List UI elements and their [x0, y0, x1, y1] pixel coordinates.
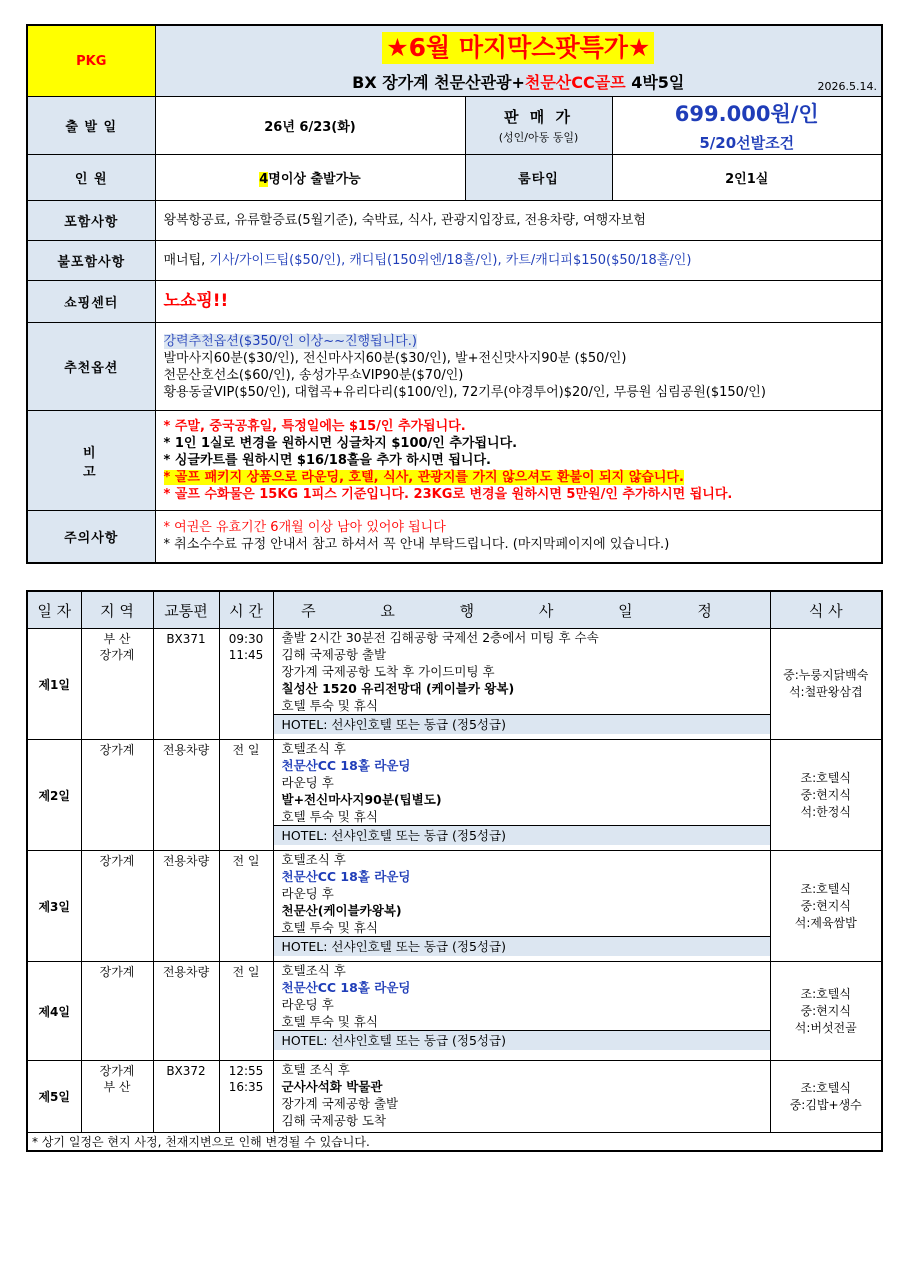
pkg-badge: PKG [27, 25, 155, 97]
region-text: 장가계 [99, 743, 135, 757]
schedule-line: 천문산CC 18홀 라운딩 [281, 869, 411, 884]
schedule-line: 라운딩 후 [281, 886, 334, 901]
package-subtitle: BX 장가계 천문산관광+천문산CC골프 4박5일 [352, 72, 685, 92]
day-meals [770, 851, 882, 962]
shopping-label: 쇼핑센터 [27, 281, 155, 323]
day-label: 제3일 [27, 851, 81, 962]
header-cell: 지 역 [81, 591, 153, 629]
title-cell [155, 25, 882, 97]
region-text: 부 산 [103, 632, 131, 646]
day-label: 제5일 [27, 1061, 81, 1133]
options-label: 추천옵션 [27, 323, 155, 411]
itinerary-day-row [27, 962, 882, 1061]
day-transport [153, 629, 219, 740]
schedule-line: 천문산CC 18홀 라운딩 [281, 980, 411, 995]
itinerary-day-row [27, 1061, 882, 1133]
hotel-line: HOTEL: 선샤인호텔 또는 동급 (정5성급) [274, 936, 770, 956]
time-text: 전 일 [232, 743, 260, 757]
schedule-line: 호텔 투숙 및 휴식 [281, 809, 378, 824]
issue-date: 2026.5.14. [817, 80, 877, 93]
hotel-line: HOTEL: 선샤인호텔 또는 동급 (정5성급) [274, 714, 770, 734]
meal-text: 조:호텔식 [800, 1080, 851, 1095]
itinerary-header-row [27, 591, 882, 629]
header-cell: 주 요 행 사 일 정 [273, 591, 770, 629]
day-transport [153, 1061, 219, 1133]
schedule-line: 발+전신마사지90분(팁별도) [281, 792, 442, 807]
schedule-line: 군사사석화 박물관 [281, 1079, 383, 1094]
options-line: 황용동굴VIP($50/인), 대협곡+유리다리($100/인), 72기루(야경투어)$20/인, 무릉원 심림공원($150/인) [163, 384, 766, 400]
meal-text: 중:현지식 [800, 898, 851, 913]
price-label: 판 매 가 (성인/아동 동일) [465, 97, 612, 155]
schedule-line: 천문산CC 18홀 라운딩 [281, 758, 411, 773]
schedule-line: 라운딩 후 [281, 775, 334, 790]
itinerary-table [26, 590, 883, 1152]
meal-text: 조:호텔식 [800, 881, 851, 896]
region-text: 장가계 [99, 965, 135, 979]
day-region [81, 629, 153, 740]
room-value: 2인1실 [612, 155, 882, 201]
schedule-line: 라운딩 후 [281, 997, 334, 1012]
excluded-label: 불포함사항 [27, 241, 155, 281]
schedule-line: 장가계 국제공항 도착 후 가이드미팅 후 [281, 664, 495, 679]
departure-label: 출 발 일 [27, 97, 155, 155]
schedule-line: 호텔조식 후 [281, 741, 346, 756]
header-cell: 일 자 [27, 591, 81, 629]
remarks-label: 비 고 [27, 411, 155, 511]
header-cell: 시 간 [219, 591, 273, 629]
time-text: 11:45 [228, 648, 264, 662]
region-text: 장가계 [99, 1064, 135, 1078]
time-text: 전 일 [232, 854, 260, 868]
options-value [155, 323, 882, 411]
caution-line: * 취소수수료 규정 안내서 참고 하셔서 꼭 안내 부탁드립니다. (마지막페이지에 있습니다.) [163, 537, 670, 553]
time-text: 전 일 [232, 965, 260, 979]
hotel-line: HOTEL: 선샤인호텔 또는 동급 (정5성급) [274, 1030, 770, 1050]
itinerary-day-row [27, 851, 882, 962]
day-meals [770, 1061, 882, 1133]
time-text: 16:35 [228, 1080, 264, 1094]
schedule-line: 호텔조식 후 [281, 963, 346, 978]
departure-value: 26년 6/23(화) [155, 97, 465, 155]
caution-label: 주의사항 [27, 511, 155, 563]
schedule-line: 호텔 투숙 및 휴식 [281, 920, 378, 935]
remarks-value [155, 411, 882, 511]
schedule-line: 장가계 국제공항 출발 [281, 1096, 399, 1111]
meal-text: 석:철판왕삼겹 [788, 685, 863, 699]
meal-text: 석:한정식 [800, 804, 851, 819]
region-text: 장가계 [99, 648, 135, 662]
schedule-line: 호텔조식 후 [281, 852, 346, 867]
remark-line: * 골프 패키지 상품으로 라운딩, 호텔, 식사, 관광지를 가지 않으셔도 환불이 되지 않습니다. [163, 470, 684, 485]
caution-line: * 여권은 유효기간 6개월 이상 남아 있어야 됩니다 [163, 520, 446, 536]
day-schedule [273, 962, 770, 1061]
time-text: 12:55 [228, 1064, 264, 1078]
day-region [81, 1061, 153, 1133]
transport-text: BX371 [166, 632, 206, 646]
transport-text: BX372 [166, 1064, 206, 1078]
day-transport [153, 962, 219, 1061]
room-label: 룸타입 [465, 155, 612, 201]
transport-text: 전용차량 [162, 743, 210, 757]
region-text: 부 산 [103, 1080, 131, 1094]
meal-text: 조:호텔식 [800, 770, 851, 785]
options-recommend: 강력추천옵션($350/인 이상~~진행됩니다.) [163, 333, 417, 349]
day-region [81, 740, 153, 851]
schedule-line: 김해 국제공항 출발 [281, 647, 387, 662]
shopping-value: 노쇼핑!! [155, 281, 882, 323]
day-meals [770, 629, 882, 740]
promo-title: ★6월 마지막스팟특가★ [382, 32, 654, 64]
included-value: 왕복항공료, 유류할증료(5월기준), 숙박료, 식사, 관광지입장료, 전용차량, 여행자보험 [155, 201, 882, 241]
day-time [219, 629, 273, 740]
day-time [219, 1061, 273, 1133]
schedule-line: 김해 국제공항 도착 [281, 1113, 387, 1128]
day-region [81, 851, 153, 962]
header-cell: 식 사 [770, 591, 882, 629]
time-text: 09:30 [228, 632, 264, 646]
region-text: 장가계 [99, 854, 135, 868]
day-meals [770, 740, 882, 851]
header-cell: 교통편 [153, 591, 219, 629]
day-schedule [273, 851, 770, 962]
options-line: 발마사지60분($30/인), 전신마사지60분($30/인), 발+전신맛사지90분 ($50/인) [163, 350, 627, 366]
meal-text: 석:버섯전골 [794, 1020, 857, 1035]
transport-text: 전용차량 [162, 854, 210, 868]
day-transport [153, 851, 219, 962]
schedule-line: 호텔 투숙 및 휴식 [281, 1014, 378, 1029]
included-label: 포함사항 [27, 201, 155, 241]
excluded-value: 매너팁, 기사/가이드팁($50/인), 캐디팁(150위엔/18홀/인), 카트/캐디피$150($50/18홀/인) [155, 241, 882, 281]
meal-text: 중:현지식 [800, 1003, 851, 1018]
day-transport [153, 740, 219, 851]
day-label: 제4일 [27, 962, 81, 1061]
people-value: 4명이상 출발가능 [155, 155, 465, 201]
day-schedule [273, 740, 770, 851]
day-meals [770, 962, 882, 1061]
remark-line: * 1인 1실로 변경을 원하시면 싱글차지 $100/인 추가됩니다. [163, 436, 518, 451]
transport-text: 전용차량 [162, 965, 210, 979]
hotel-line: HOTEL: 선샤인호텔 또는 동급 (정5성급) [274, 825, 770, 845]
remark-line: * 주말, 중국공휴일, 특정일에는 $15/인 추가됩니다. [163, 419, 466, 434]
schedule-line: 칠성산 1520 유리전망대 (케이블카 왕복) [281, 681, 515, 696]
meal-text: 중:김밥+생수 [789, 1097, 862, 1112]
day-schedule [273, 629, 770, 740]
meal-text: 석:제육쌈밥 [794, 915, 857, 930]
day-label: 제1일 [27, 629, 81, 740]
schedule-line: 출발 2시간 30분전 김해공항 국제선 2층에서 미팅 후 수속 [281, 630, 599, 645]
day-time [219, 740, 273, 851]
day-region [81, 962, 153, 1061]
meal-text: 조:호텔식 [800, 986, 851, 1001]
day-time [219, 851, 273, 962]
schedule-line: 호텔 투숙 및 휴식 [281, 698, 378, 713]
remark-line: * 골프 수화물은 15KG 1피스 기준입니다. 23KG로 변경을 원하시면 5만원/인 추가하시면 됩니다. [163, 487, 733, 502]
schedule-line: 천문산(케이블카왕복) [281, 903, 402, 918]
itinerary-day-row [27, 629, 882, 740]
schedule-line: 호텔 조식 후 [281, 1062, 350, 1077]
meal-text: 중:현지식 [800, 787, 851, 802]
remark-line: * 싱글카트를 원하시면 $16/18홀을 추가 하시면 됩니다. [163, 453, 491, 468]
meal-text: 중:누룽지닭백숙 [783, 668, 869, 682]
people-label: 인 원 [27, 155, 155, 201]
itinerary-footnote: * 상기 일정은 현지 사정, 천재지변으로 인해 변경될 수 있습니다. [27, 1133, 882, 1152]
itinerary-day-row [27, 740, 882, 851]
day-schedule [273, 1061, 770, 1133]
package-info-table [26, 24, 883, 564]
day-time [219, 962, 273, 1061]
caution-value [155, 511, 882, 563]
price-value: 699.000원/인 5/20선발조건 [612, 97, 882, 155]
options-line: 천문산호선소($60/인), 송성가무쇼VIP90분($70/인) [163, 367, 464, 383]
day-label: 제2일 [27, 740, 81, 851]
